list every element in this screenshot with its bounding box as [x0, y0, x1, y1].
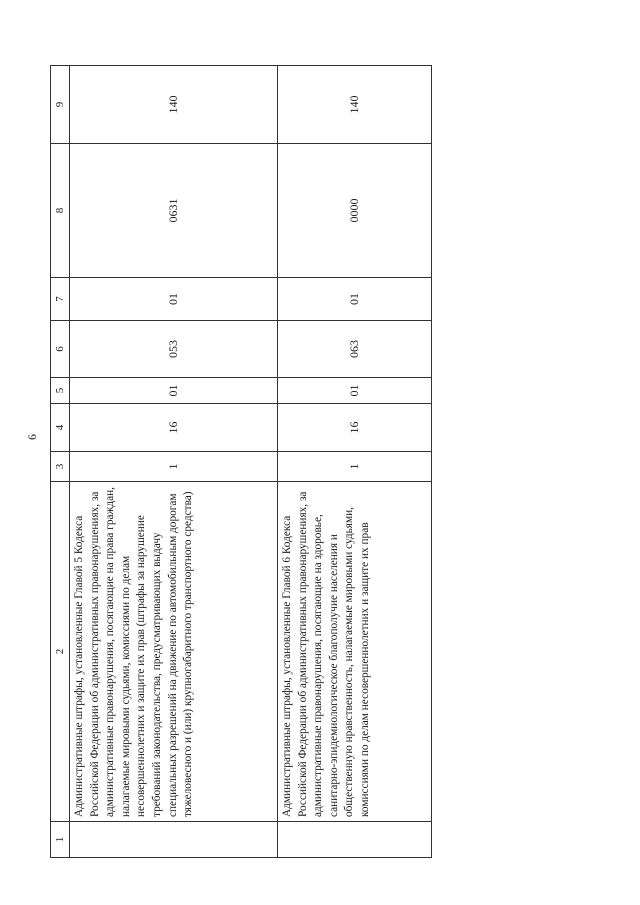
header-cell-9: 9	[51, 66, 70, 144]
row-1-col-9: 140	[70, 66, 278, 144]
row-1-col-3: 1	[70, 452, 278, 482]
header-cell-4: 4	[51, 404, 70, 452]
header-cell-2: 2	[51, 482, 70, 822]
row-1-col-6: 053	[70, 321, 278, 378]
row-1-description: Административные штрафы, установленные Главой 5 Кодекса Российской Федерации об административных правонарушениях, за административные правонарушения, посягающие на права граждан, налагаемые мировыми судьями, комиссиями по делам несовершеннолетних и защите их прав (штрафы за нарушение требований законодательства, предусматривающих выдачу специальных разрешений на движение по автомобильным дорогам тяжеловесного и (или) крупногабаритного транспортного средства)	[70, 482, 278, 822]
row-1-col-4: 16	[70, 404, 278, 452]
header-cell-8: 8	[51, 144, 70, 278]
row-1-col-5: 01	[70, 378, 278, 404]
table-row	[70, 66, 278, 858]
row-1-col-1	[70, 822, 278, 858]
table-row	[278, 66, 432, 858]
row-1-col-8: 0631	[70, 144, 278, 278]
header-cell-7: 7	[51, 278, 70, 321]
budget-codes-table	[50, 65, 432, 858]
header-row	[51, 66, 70, 858]
row-2-col-3: 1	[278, 452, 432, 482]
row-2-col-1	[278, 822, 432, 858]
row-1-col-7: 01	[70, 278, 278, 321]
header-cell-1: 1	[51, 822, 70, 858]
header-cell-5: 5	[51, 378, 70, 404]
page-number: 6	[25, 434, 39, 440]
row-2-col-9: 140	[278, 66, 432, 144]
header-cell-3: 3	[51, 452, 70, 482]
row-2-col-5: 01	[278, 378, 432, 404]
row-2-col-6: 063	[278, 321, 432, 378]
header-cell-6: 6	[51, 321, 70, 378]
row-2-col-4: 16	[278, 404, 432, 452]
row-2-description: Административные штрафы, установленные Главой 6 Кодекса Российской Федерации об административных правонарушениях, за административные правонарушения, посягающие на здоровье, санитарно-эпидемиологическое благополучие населения и общественную нравственность, налагаемые мировыми судьями, комиссиями по делам несовершеннолетних и защите их прав	[278, 482, 432, 822]
rotated-table-container	[50, 66, 430, 858]
row-2-col-7: 01	[278, 278, 432, 321]
row-2-col-8: 0000	[278, 144, 432, 278]
